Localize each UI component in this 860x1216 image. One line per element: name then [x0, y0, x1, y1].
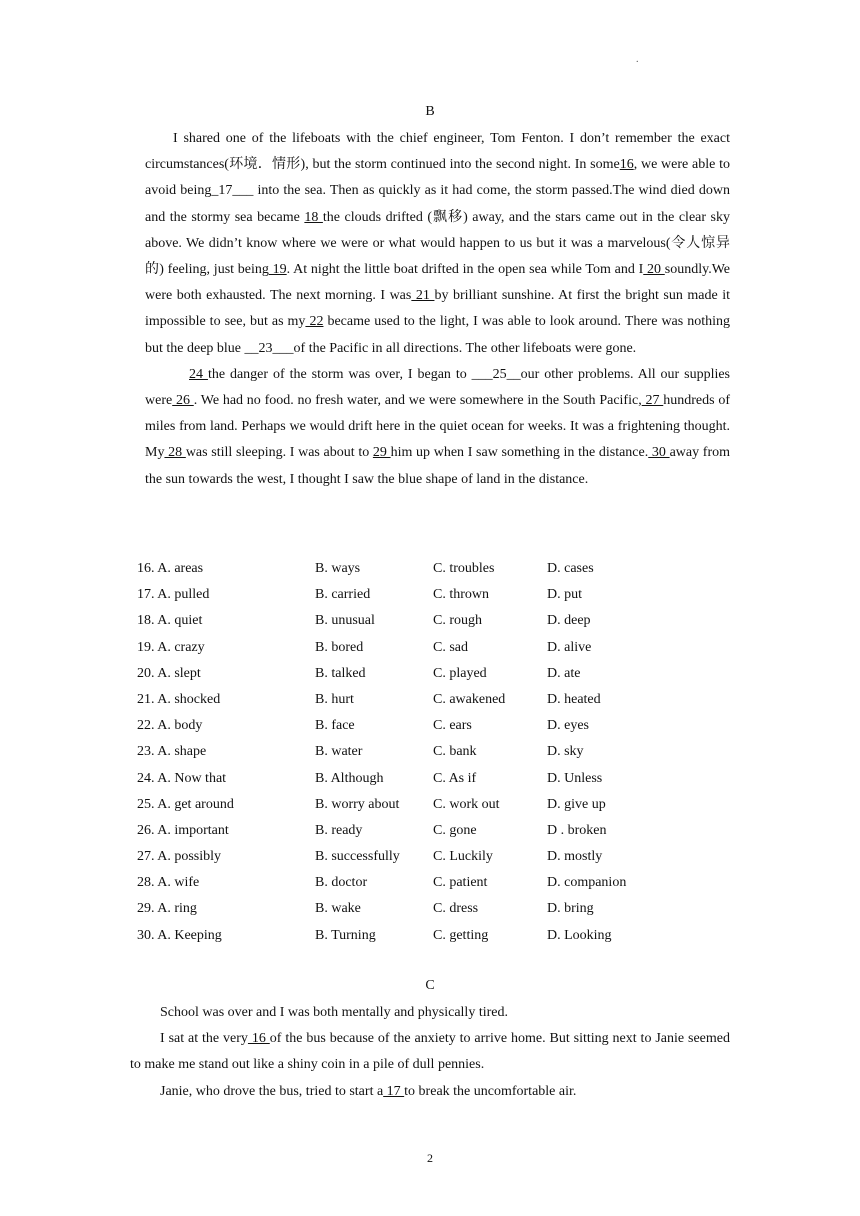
option-a: 20. A. slept [137, 665, 201, 681]
passage-c-paragraph-2 [130, 1026, 730, 1078]
option-d: D. sky [547, 744, 584, 760]
text: , we were able to avoid being [145, 157, 730, 199]
option-a: 25. A. get around [137, 796, 234, 812]
option-a: 23. A. shape [137, 744, 207, 760]
text: by brilliant sunshine. At first the bright sun made it impossible to see, but as my [145, 288, 731, 330]
text: I sat at the very [160, 1031, 248, 1047]
option-a: 19. A. crazy [137, 639, 205, 655]
option-row-25 [137, 792, 737, 818]
passage-c-paragraph-3 [130, 1079, 730, 1105]
option-row-23 [137, 739, 737, 765]
option-a: 24. A. Now that [137, 770, 227, 786]
option-a: 21. A. shocked [137, 691, 221, 707]
option-b: B. talked [315, 665, 366, 681]
option-a: 22. A. body [137, 718, 203, 734]
option-d: D. give up [547, 796, 606, 812]
option-d: D. bring [547, 901, 594, 917]
text: was still sleeping. I was about to [185, 445, 373, 461]
option-row-18 [137, 608, 737, 634]
text: into the sea. Then as quickly as it had come, the storm passed.The wind died down and the stormy sea became [145, 183, 730, 225]
option-b: B. bored [315, 639, 364, 655]
option-row-29 [137, 896, 737, 922]
blank-29: 29 [372, 445, 391, 461]
page-number: 2 [427, 1151, 433, 1165]
option-b: B. water [315, 744, 363, 760]
option-c: C. As if [433, 770, 477, 786]
text: of the bus because of the anxiety to arrive home. But sitting next to Janie seemed to make me stand out like a shiny coin in a pile of dull pennies. [130, 1031, 731, 1073]
text: . We had no food. no fresh water, and we were somewhere in the South Pacific, [193, 393, 642, 409]
option-b: B. worry about [315, 796, 400, 812]
blank-16: 16 [247, 1031, 270, 1047]
option-row-16 [137, 556, 737, 582]
text: to break the uncomfortable air. [404, 1083, 577, 1099]
option-a: 28. A. wife [137, 875, 200, 891]
option-b: B. carried [315, 587, 371, 603]
option-a: 27. A. possibly [137, 849, 222, 865]
blank-26: 26 [172, 393, 194, 409]
blank-17: 17 [383, 1083, 405, 1099]
text: him up when I saw something in the distance. [390, 445, 649, 461]
blank-19: 19 [268, 262, 287, 278]
option-d: D. companion [547, 875, 627, 891]
text: our other problems. All our supplies were [145, 366, 731, 409]
option-d: D. heated [547, 691, 601, 707]
option-d: D. ate [547, 665, 581, 681]
option-b: B. Although [315, 770, 384, 786]
blank-25: ___25__ [471, 366, 521, 382]
option-row-22 [137, 713, 737, 739]
option-b: B. hurt [315, 691, 354, 707]
text: away from the sun towards the west, I thought I saw the blue shape of land in the distance. [145, 445, 731, 487]
option-a: 18. A. quiet [137, 613, 203, 629]
section-b-title: B [425, 104, 435, 119]
option-d: D. Looking [547, 927, 612, 943]
option-b: B. successfully [315, 849, 400, 865]
option-row-28 [137, 870, 737, 896]
option-a: 26. A. important [137, 822, 229, 838]
option-d: D. deep [547, 613, 591, 629]
blank-30: 30 [648, 445, 670, 461]
option-row-20 [137, 661, 737, 687]
option-row-19 [137, 635, 737, 661]
option-row-27 [137, 844, 737, 870]
text: the danger of the storm was over, I began to [207, 366, 472, 382]
option-row-17 [137, 582, 737, 608]
section-c-title: C [425, 978, 435, 993]
option-row-26 [137, 818, 737, 844]
option-d: D. eyes [547, 718, 589, 734]
option-d: D. cases [547, 561, 594, 576]
option-c: C. rough [433, 613, 482, 629]
option-c: C. sad [433, 639, 468, 655]
option-d: D. mostly [547, 849, 603, 865]
option-row-21 [137, 687, 737, 713]
option-d: D. alive [547, 639, 592, 655]
passage-c-paragraph-1: School was over and I was both mentally and physically tired. [160, 1005, 508, 1020]
option-c: C. Luckily [433, 849, 493, 865]
option-c: C. getting [433, 927, 489, 943]
option-c: C. work out [433, 796, 500, 812]
option-c: C. ears [433, 718, 472, 734]
option-d: D. put [547, 587, 582, 603]
header-mark: . [636, 54, 639, 65]
passage-b-paragraph-2 [145, 362, 730, 493]
blank-24: 24 [189, 366, 208, 382]
passage-b [145, 126, 730, 493]
blank-16: 16 [619, 157, 634, 173]
passage-b-paragraph-1 [145, 126, 730, 362]
option-b: B. unusual [315, 613, 375, 629]
option-row-30 [137, 923, 737, 949]
option-a: 30. A. Keeping [137, 927, 222, 943]
option-c: C. thrown [433, 587, 489, 603]
text: . At night the little boat drifted in the open sea while Tom and I [286, 262, 644, 278]
option-c: C. awakened [433, 691, 506, 707]
option-b: B. doctor [315, 875, 368, 891]
option-d: D. Unless [547, 770, 603, 786]
passage-c [130, 1000, 730, 1105]
text: soundly.We were both exhausted. The next morning. I was [145, 262, 731, 304]
text: I shared one of the lifeboats with the chief engineer, Tom Fenton. I don’t remember the exact circumstances(环境．情形), but the storm continued into the second night. In some [145, 131, 730, 173]
option-c: C. bank [433, 744, 477, 760]
blank-20: 20 [643, 262, 665, 278]
option-a: 29. A. ring [137, 901, 197, 917]
option-a: 16. A. areas [137, 561, 204, 576]
answer-options [137, 556, 737, 949]
option-d: D . broken [547, 822, 607, 838]
text: the clouds drifted (飘移) away, and the stars came out in the clear sky above. We didn’t know where we were or what would happen to us but it was a marvelous(令人惊异的) feeling, just being [145, 209, 730, 278]
blank-17: _17___ [211, 183, 254, 199]
option-b: B. ways [315, 561, 361, 576]
blank-18: 18 [304, 209, 323, 225]
option-c: C. gone [433, 822, 477, 838]
option-c: C. played [433, 665, 487, 681]
blank-28: 28 [164, 445, 186, 461]
option-b: B. wake [315, 901, 361, 917]
option-a: 17. A. pulled [137, 587, 210, 603]
text: Janie, who drove the bus, tried to start a [160, 1083, 384, 1099]
blank-23: __23___ [244, 340, 294, 356]
option-c: C. troubles [433, 561, 495, 576]
blank-27: 27 [641, 393, 664, 409]
blank-21: 21 [411, 288, 435, 304]
text: of the Pacific in all directions. The other lifeboats were gone. [293, 340, 637, 356]
blank-22: 22 [305, 314, 324, 330]
text: hundreds of miles from land. Perhaps we would drift here in the quiet ocean for weeks. It was a frightening thought. My [145, 393, 730, 461]
option-b: B. ready [315, 822, 363, 838]
option-c: C. patient [433, 875, 488, 891]
option-row-24 [137, 766, 737, 792]
text: became used to the light, I was able to look around. There was nothing but the deep blue [145, 314, 731, 356]
option-c: C. dress [433, 901, 479, 917]
option-b: B. Turning [315, 927, 376, 943]
option-b: B. face [315, 718, 355, 734]
